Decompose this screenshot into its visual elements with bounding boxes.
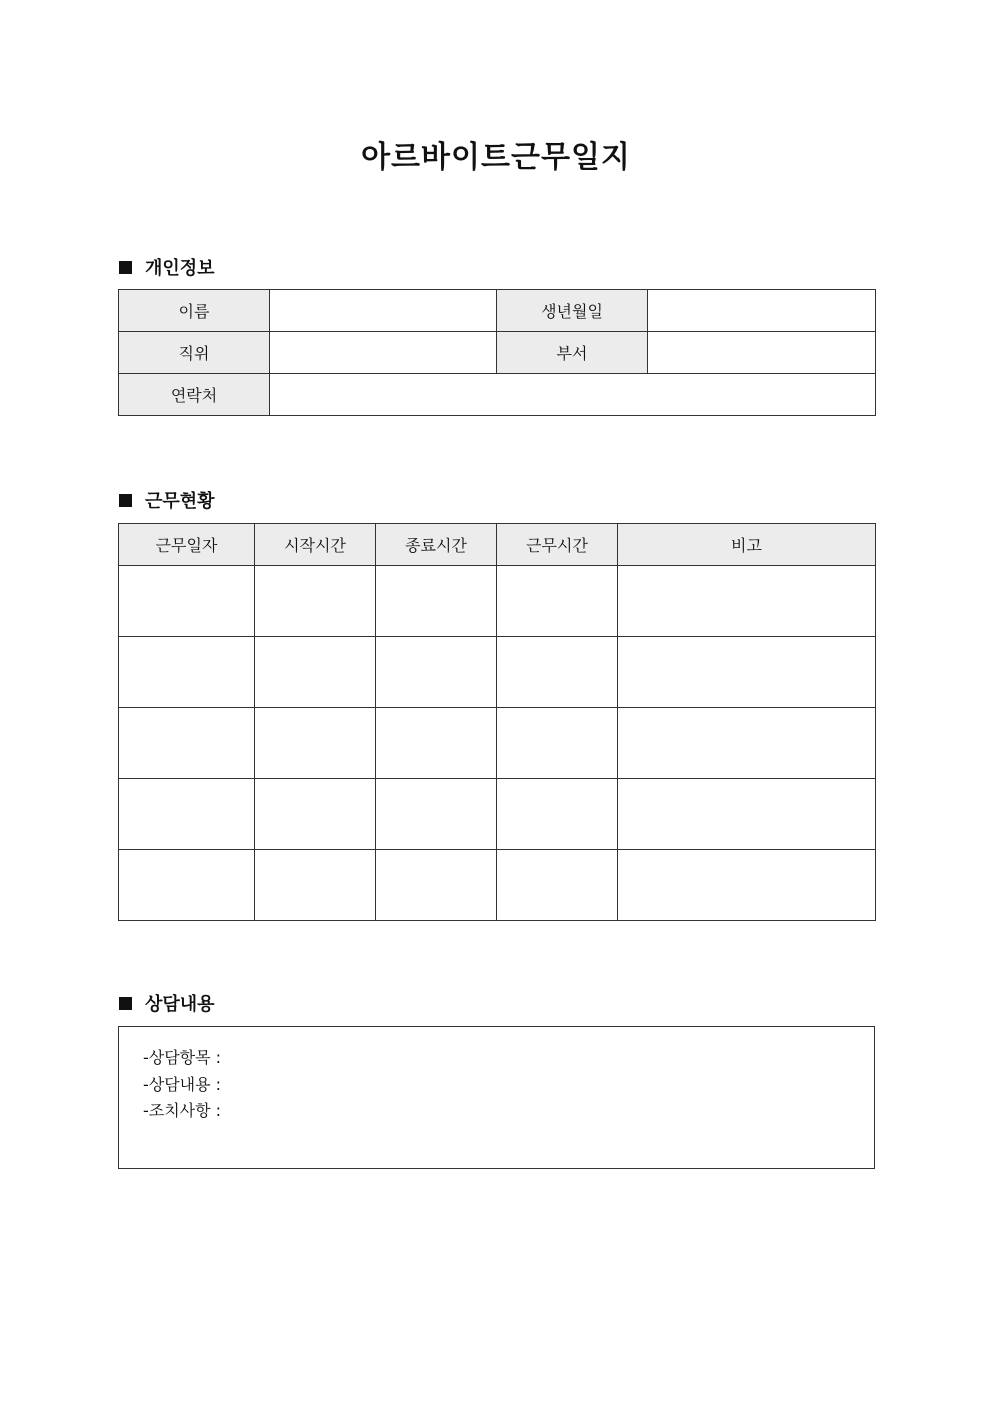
personal-info-table	[118, 289, 876, 416]
name-label: 이름	[119, 290, 270, 332]
name-field[interactable]	[270, 290, 497, 332]
start-time-cell[interactable]	[255, 637, 376, 708]
table-row	[119, 332, 876, 374]
consult-content-line: -상담내용 :	[143, 1074, 222, 1094]
end-time-cell[interactable]	[376, 779, 497, 850]
start-time-cell[interactable]	[255, 708, 376, 779]
end-time-cell[interactable]	[376, 566, 497, 637]
end-time-cell[interactable]	[376, 708, 497, 779]
work-date-cell[interactable]	[119, 637, 255, 708]
work-hours-cell[interactable]	[497, 779, 618, 850]
remarks-cell[interactable]	[618, 637, 876, 708]
position-field[interactable]	[270, 332, 497, 374]
table-row	[119, 708, 876, 779]
table-row	[119, 850, 876, 921]
table-row	[119, 374, 876, 416]
end-time-cell[interactable]	[376, 850, 497, 921]
square-bullet-icon	[119, 997, 132, 1010]
table-header-row	[119, 524, 876, 566]
consult-action-line: -조치사항 :	[143, 1101, 222, 1120]
table-row	[119, 566, 876, 637]
work-date-cell[interactable]	[119, 566, 255, 637]
start-time-cell[interactable]	[255, 850, 376, 921]
remarks-cell[interactable]	[618, 566, 876, 637]
header-end-time: 종료시간	[376, 524, 497, 566]
work-date-cell[interactable]	[119, 708, 255, 779]
work-status-table	[118, 523, 876, 921]
work-date-cell[interactable]	[119, 779, 255, 850]
section-title: 개인정보	[145, 258, 215, 279]
section-title: 상담내용	[145, 994, 215, 1015]
remarks-cell[interactable]	[618, 708, 876, 779]
department-field[interactable]	[648, 332, 876, 374]
birth-date-label: 생년월일	[497, 290, 648, 332]
contact-field[interactable]	[270, 374, 876, 416]
square-bullet-icon	[119, 494, 132, 507]
work-hours-cell[interactable]	[497, 566, 618, 637]
start-time-cell[interactable]	[255, 779, 376, 850]
consult-item-line: -상담항목 :	[143, 1048, 222, 1067]
birth-date-field[interactable]	[648, 290, 876, 332]
header-remarks: 비고	[618, 524, 876, 566]
contact-label: 연락처	[119, 374, 270, 416]
work-hours-cell[interactable]	[497, 708, 618, 779]
position-label: 직위	[119, 332, 270, 374]
section-title: 근무현황	[145, 491, 215, 512]
end-time-cell[interactable]	[376, 637, 497, 708]
page-title: 아르바이트근무일지	[361, 140, 631, 175]
remarks-cell[interactable]	[618, 850, 876, 921]
consultation-box[interactable]	[118, 1026, 875, 1169]
department-label: 부서	[497, 332, 648, 374]
work-hours-cell[interactable]	[497, 637, 618, 708]
remarks-cell[interactable]	[618, 779, 876, 850]
header-work-hours: 근무시간	[497, 524, 618, 566]
section-heading-work	[119, 487, 215, 513]
table-row	[119, 779, 876, 850]
table-row	[119, 637, 876, 708]
table-row	[119, 290, 876, 332]
header-work-date: 근무일자	[119, 524, 255, 566]
square-bullet-icon	[119, 261, 132, 274]
section-heading-consult	[119, 990, 215, 1016]
work-hours-cell[interactable]	[497, 850, 618, 921]
work-date-cell[interactable]	[119, 850, 255, 921]
section-heading-personal	[119, 254, 215, 280]
header-start-time: 시작시간	[255, 524, 376, 566]
start-time-cell[interactable]	[255, 566, 376, 637]
